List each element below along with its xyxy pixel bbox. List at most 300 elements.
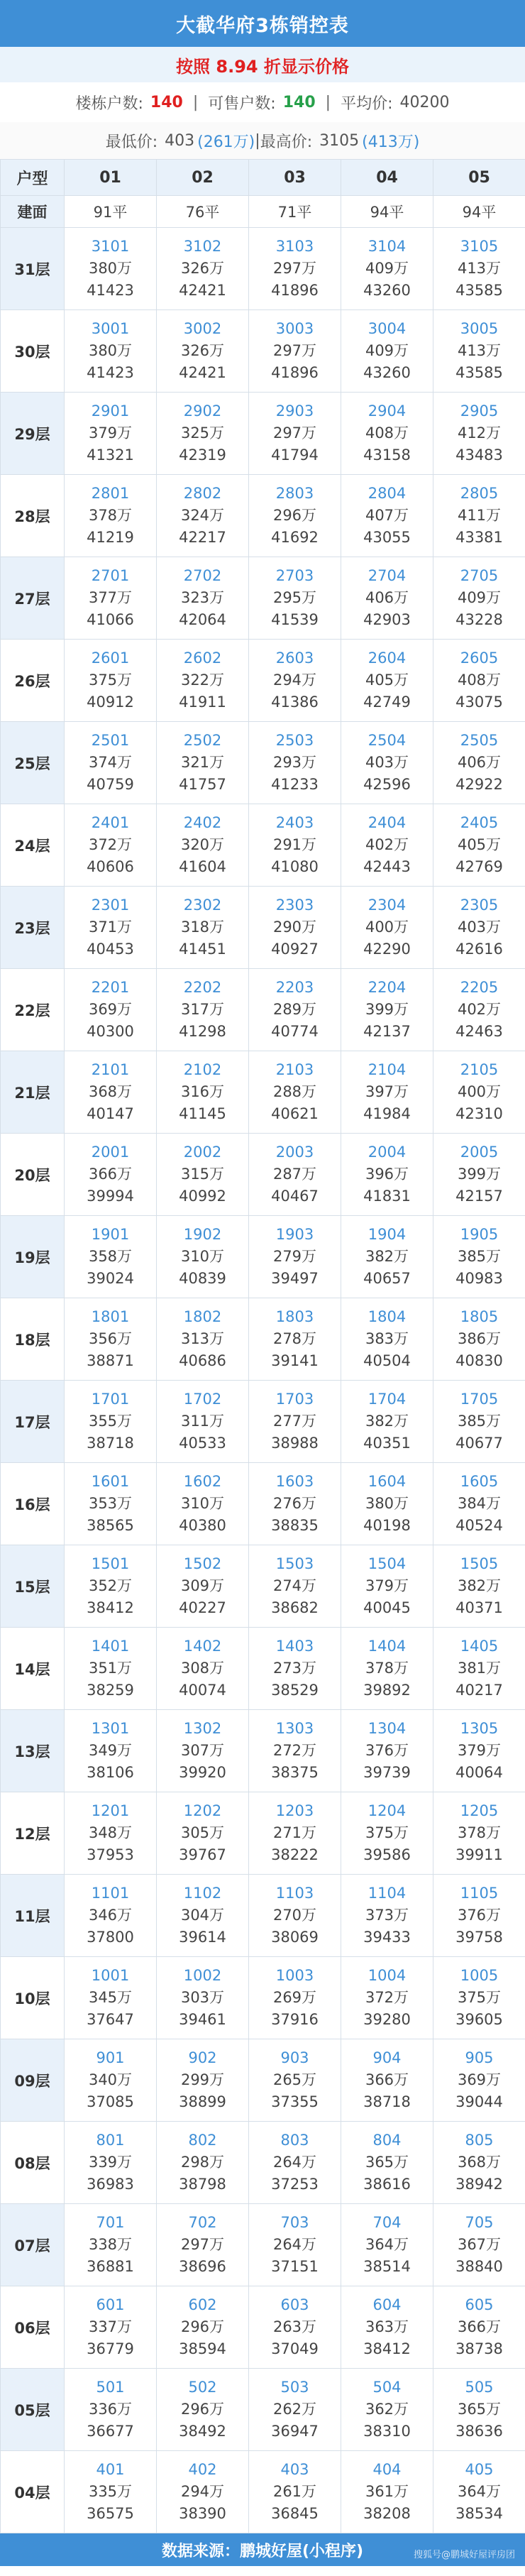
table-header-row [1, 160, 525, 196]
unit-cell[interactable] [65, 1875, 157, 1957]
unit-price-per-sqm: 42310 [455, 1105, 503, 1122]
unit-number: 401 [96, 2461, 125, 2478]
unit-total-price: 378万 [457, 1824, 502, 1841]
unit-price-per-sqm: 39497 [271, 1270, 319, 1287]
unit-cell[interactable] [433, 2039, 525, 2122]
unit-cell[interactable] [341, 2039, 433, 2122]
unit-price-per-sqm: 43075 [455, 694, 503, 711]
unit-cell[interactable] [65, 1792, 157, 1875]
unit-cell[interactable] [433, 722, 525, 804]
unit-total-price: 374万 [88, 754, 133, 771]
unit-cell[interactable] [249, 2286, 341, 2369]
unit-number: 2405 [460, 814, 499, 831]
unit-cell[interactable] [249, 2039, 341, 2122]
unit-price-per-sqm: 41145 [179, 1105, 226, 1122]
unit-price-per-sqm: 37151 [271, 2258, 319, 2275]
unit-total-price: 296万 [272, 507, 317, 524]
unit-cell[interactable] [341, 2286, 433, 2369]
unit-price-per-sqm: 42319 [179, 446, 226, 464]
floor-label: 13层 [1, 1710, 65, 1792]
unit-cell[interactable] [341, 2369, 433, 2451]
unit-total-price: 318万 [180, 919, 225, 936]
unit-number: 2904 [368, 402, 407, 420]
unit-number: 2005 [460, 1144, 499, 1161]
unit-cell[interactable] [249, 1134, 341, 1216]
unit-price-per-sqm: 39758 [455, 1929, 503, 1946]
unit-cell[interactable] [433, 2451, 525, 2533]
unit-cell[interactable] [341, 475, 433, 557]
unit-cell[interactable] [249, 2122, 341, 2204]
unit-cell[interactable] [249, 475, 341, 557]
unit-total-price: 326万 [180, 342, 225, 359]
unit-number: 2603 [275, 650, 314, 667]
unit-price-per-sqm: 40774 [271, 1023, 319, 1040]
unit-price-per-sqm: 40380 [179, 1517, 226, 1534]
unit-cell[interactable] [249, 640, 341, 722]
unit-cell[interactable] [65, 475, 157, 557]
unit-cell[interactable] [65, 2286, 157, 2369]
unit-number: 1002 [183, 1967, 222, 1984]
unit-price-per-sqm: 39767 [179, 1846, 226, 1863]
unit-number: 801 [96, 2132, 125, 2149]
unit-number: 2205 [460, 979, 499, 996]
unit-cell[interactable] [157, 2204, 249, 2286]
column-header: 05 [433, 160, 525, 196]
unit-price-per-sqm: 40217 [455, 1682, 503, 1699]
floor-row [1, 228, 525, 310]
unit-cell[interactable] [249, 1545, 341, 1628]
unit-total-price: 308万 [180, 1660, 225, 1677]
unit-cell[interactable] [249, 1792, 341, 1875]
unit-cell[interactable] [433, 1792, 525, 1875]
unit-number: 1602 [183, 1473, 222, 1490]
unit-price-per-sqm: 36947 [271, 2423, 319, 2440]
unit-number: 2503 [275, 732, 314, 749]
unit-cell[interactable] [65, 804, 157, 887]
unit-cell[interactable] [65, 1545, 157, 1628]
unit-cell[interactable] [341, 804, 433, 887]
unit-cell[interactable] [433, 2286, 525, 2369]
unit-number: 403 [280, 2461, 309, 2478]
unit-price-per-sqm: 38259 [87, 1682, 134, 1699]
floor-label: 28层 [1, 475, 65, 557]
unit-number: 402 [188, 2461, 217, 2478]
unit-cell[interactable] [433, 1051, 525, 1134]
unit-number: 2805 [460, 485, 499, 502]
unit-price-per-sqm: 41831 [363, 1188, 411, 1205]
unit-number: 2604 [368, 650, 407, 667]
unit-price-per-sqm: 38988 [271, 1435, 319, 1452]
unit-cell[interactable] [433, 887, 525, 969]
unit-cell[interactable] [157, 722, 249, 804]
unit-price-per-sqm: 42137 [363, 1023, 411, 1040]
unit-price-per-sqm: 41984 [363, 1105, 411, 1122]
unit-total-price: 313万 [180, 1330, 225, 1347]
min-price-unit: 403 [165, 131, 195, 150]
unit-number: 1105 [460, 1885, 499, 1902]
unit-cell[interactable] [249, 722, 341, 804]
unit-cell[interactable] [157, 1710, 249, 1792]
unit-number: 803 [280, 2132, 309, 2149]
header-unit-type: 户型 [1, 160, 65, 196]
unit-price-per-sqm: 40983 [455, 1270, 503, 1287]
unit-total-price: 303万 [180, 1989, 225, 2006]
unit-price-per-sqm: 40064 [455, 1764, 503, 1781]
unit-number: 2301 [91, 897, 130, 914]
floor-label: 07层 [1, 2204, 65, 2286]
unit-cell[interactable] [157, 2286, 249, 2369]
floor-label: 15层 [1, 1545, 65, 1628]
unit-total-price: 402万 [365, 836, 409, 853]
unit-cell[interactable] [65, 1216, 157, 1298]
unit-cell[interactable] [157, 475, 249, 557]
unit-cell[interactable] [433, 310, 525, 393]
floor-label: 05层 [1, 2369, 65, 2451]
unit-total-price: 378万 [365, 1660, 409, 1677]
unit-cell[interactable] [341, 1463, 433, 1545]
unit-total-price: 379万 [88, 424, 133, 442]
unit-price-per-sqm: 37085 [87, 2093, 134, 2110]
unit-cell[interactable] [341, 393, 433, 475]
unit-total-price: 368万 [457, 2154, 502, 2171]
unit-cell[interactable] [341, 2122, 433, 2204]
unit-cell[interactable] [433, 1628, 525, 1710]
unit-cell[interactable] [433, 557, 525, 640]
unit-price-per-sqm: 41692 [271, 529, 319, 546]
unit-cell[interactable] [341, 1628, 433, 1710]
unit-price-per-sqm: 41080 [271, 858, 319, 875]
unit-number: 2101 [91, 1061, 130, 1078]
unit-price-per-sqm: 38310 [363, 2423, 411, 2440]
unit-cell[interactable] [341, 2204, 433, 2286]
floor-row [1, 722, 525, 804]
floor-row [1, 2369, 525, 2451]
unit-number: 3002 [183, 320, 222, 337]
unit-price-per-sqm: 37253 [271, 2176, 319, 2193]
floor-label: 04层 [1, 2451, 65, 2533]
unit-price-per-sqm: 39024 [87, 1270, 134, 1287]
unit-cell[interactable] [65, 722, 157, 804]
unit-cell[interactable] [157, 1792, 249, 1875]
floor-label: 06层 [1, 2286, 65, 2369]
unit-price-per-sqm: 39994 [87, 1188, 134, 1205]
unit-total-price: 349万 [88, 1742, 133, 1759]
unit-cell[interactable] [157, 1957, 249, 2039]
unit-total-price: 293万 [272, 754, 317, 771]
unit-number: 3005 [460, 320, 499, 337]
unit-cell[interactable] [65, 310, 157, 393]
unit-total-price: 400万 [457, 1083, 502, 1100]
unit-cell[interactable] [157, 887, 249, 969]
unit-price-per-sqm: 38375 [271, 1764, 319, 1781]
unit-cell[interactable] [341, 1545, 433, 1628]
unit-price-per-sqm: 41451 [179, 941, 226, 958]
unit-cell[interactable] [65, 1134, 157, 1216]
unit-cell[interactable] [249, 557, 341, 640]
unit-price-per-sqm: 37800 [87, 1929, 134, 1946]
unit-cell[interactable] [341, 557, 433, 640]
unit-cell[interactable] [65, 1298, 157, 1381]
floor-row [1, 1463, 525, 1545]
unit-cell[interactable] [249, 1875, 341, 1957]
unit-price-per-sqm: 42769 [455, 858, 503, 875]
unit-total-price: 310万 [180, 1248, 225, 1265]
unit-cell[interactable] [341, 722, 433, 804]
unit-cell[interactable] [157, 393, 249, 475]
unit-cell[interactable] [65, 2204, 157, 2286]
unit-cell[interactable] [65, 393, 157, 475]
unit-cell[interactable] [249, 1463, 341, 1545]
unit-price-per-sqm: 39044 [455, 2093, 503, 2110]
unit-number: 2302 [183, 897, 222, 914]
unit-number: 2303 [275, 897, 314, 914]
unit-total-price: 376万 [365, 1742, 409, 1759]
unit-cell[interactable] [157, 1298, 249, 1381]
unit-price-per-sqm: 42064 [179, 611, 226, 628]
unit-total-price: 366万 [88, 1166, 133, 1183]
unit-cell[interactable] [341, 1216, 433, 1298]
unit-price-per-sqm: 37953 [87, 1846, 134, 1863]
unit-cell[interactable] [157, 640, 249, 722]
unit-total-price: 379万 [365, 1577, 409, 1594]
unit-total-price: 413万 [457, 342, 502, 359]
unit-cell[interactable] [65, 640, 157, 722]
unit-cell[interactable] [157, 1545, 249, 1628]
average-price-label: 平均价: [341, 94, 393, 113]
unit-number: 2401 [91, 814, 130, 831]
unit-price-per-sqm: 38106 [87, 1764, 134, 1781]
unit-cell[interactable] [157, 310, 249, 393]
unit-cell[interactable] [341, 640, 433, 722]
unit-cell[interactable] [157, 1463, 249, 1545]
unit-cell[interactable] [157, 1216, 249, 1298]
unit-cell[interactable] [341, 228, 433, 310]
unit-total-price: 320万 [180, 836, 225, 853]
unit-price-per-sqm: 38899 [179, 2093, 226, 2110]
unit-cell[interactable] [249, 804, 341, 887]
unit-price-per-sqm: 39433 [363, 1929, 411, 1946]
unit-cell[interactable] [433, 1710, 525, 1792]
unit-cell[interactable] [249, 2204, 341, 2286]
unit-price-per-sqm: 40677 [455, 1435, 503, 1452]
unit-cell[interactable] [249, 1298, 341, 1381]
unit-total-price: 407万 [365, 507, 409, 524]
unit-price-per-sqm: 40467 [271, 1188, 319, 1205]
unit-price-per-sqm: 41219 [87, 529, 134, 546]
unit-price-per-sqm: 39280 [363, 2011, 411, 2028]
unit-cell[interactable] [249, 2369, 341, 2451]
unit-price-per-sqm: 39739 [363, 1764, 411, 1781]
floor-row [1, 1381, 525, 1463]
unit-price-per-sqm: 41066 [87, 611, 134, 628]
unit-cell[interactable] [249, 969, 341, 1051]
unit-cell[interactable] [249, 2451, 341, 2533]
stats-summary [0, 82, 525, 122]
unit-cell[interactable] [157, 2369, 249, 2451]
unit-cell[interactable] [341, 1875, 433, 1957]
unit-total-price: 288万 [272, 1083, 317, 1100]
unit-number: 2103 [275, 1061, 314, 1078]
unit-number: 2601 [91, 650, 130, 667]
unit-number: 501 [96, 2379, 125, 2396]
unit-cell[interactable] [433, 393, 525, 475]
unit-price-per-sqm: 43055 [363, 529, 411, 546]
unit-price-per-sqm: 38718 [363, 2093, 411, 2110]
unit-cell[interactable] [433, 640, 525, 722]
area-value: 94平 [341, 196, 433, 228]
unit-cell[interactable] [65, 1463, 157, 1545]
unit-number: 1003 [275, 1967, 314, 1984]
unit-cell[interactable] [157, 2039, 249, 2122]
unit-cell[interactable] [341, 1710, 433, 1792]
unit-total-price: 309万 [180, 1577, 225, 1594]
unit-cell[interactable] [341, 1051, 433, 1134]
unit-cell[interactable] [249, 1381, 341, 1463]
floor-label: 16层 [1, 1463, 65, 1545]
unit-cell[interactable] [157, 228, 249, 310]
unit-cell[interactable] [433, 1134, 525, 1216]
unit-number: 2002 [183, 1144, 222, 1161]
unit-cell[interactable] [249, 887, 341, 969]
unit-number: 1905 [460, 1226, 499, 1243]
floor-row [1, 1545, 525, 1628]
unit-cell[interactable] [157, 1628, 249, 1710]
unit-cell[interactable] [433, 1216, 525, 1298]
unit-total-price: 353万 [88, 1495, 133, 1512]
unit-cell[interactable] [341, 2451, 433, 2533]
unit-number: 2104 [368, 1061, 407, 1078]
area-value: 71平 [249, 196, 341, 228]
floor-row [1, 475, 525, 557]
floor-label: 18层 [1, 1298, 65, 1381]
unit-number: 1301 [91, 1720, 130, 1737]
unit-price-per-sqm: 41321 [87, 446, 134, 464]
unit-cell[interactable] [65, 1051, 157, 1134]
unit-cell[interactable] [157, 1051, 249, 1134]
unit-number: 2901 [91, 402, 130, 420]
unit-cell[interactable] [65, 2039, 157, 2122]
unit-cell[interactable] [65, 887, 157, 969]
unit-cell[interactable] [65, 1381, 157, 1463]
unit-cell[interactable] [433, 1463, 525, 1545]
unit-total-price: 264万 [272, 2236, 317, 2253]
unit-cell[interactable] [341, 310, 433, 393]
unit-cell[interactable] [157, 2122, 249, 2204]
unit-cell[interactable] [433, 1875, 525, 1957]
unit-number: 1001 [91, 1967, 130, 1984]
unit-total-price: 386万 [457, 1330, 502, 1347]
unit-price-per-sqm: 41298 [179, 1023, 226, 1040]
unit-total-price: 325万 [180, 424, 225, 442]
unit-total-price: 277万 [272, 1413, 317, 1430]
unit-cell[interactable] [157, 804, 249, 887]
unit-cell[interactable] [249, 1051, 341, 1134]
unit-number: 3004 [368, 320, 407, 337]
unit-cell[interactable] [341, 1134, 433, 1216]
unit-cell[interactable] [65, 1710, 157, 1792]
unit-cell[interactable] [65, 1628, 157, 1710]
unit-cell[interactable] [65, 228, 157, 310]
unit-cell[interactable] [433, 2122, 525, 2204]
floor-row [1, 1134, 525, 1216]
unit-number: 1402 [183, 1638, 222, 1655]
unit-cell[interactable] [157, 2451, 249, 2533]
unit-cell[interactable] [65, 1957, 157, 2039]
unit-cell[interactable] [433, 1298, 525, 1381]
unit-total-price: 372万 [88, 836, 133, 853]
unit-number: 1901 [91, 1226, 130, 1243]
unit-cell[interactable] [249, 310, 341, 393]
unit-cell[interactable] [341, 1381, 433, 1463]
unit-cell[interactable] [433, 969, 525, 1051]
unit-cell[interactable] [433, 2369, 525, 2451]
unit-total-price: 397万 [365, 1083, 409, 1100]
unit-number: 504 [372, 2379, 402, 2396]
unit-cell[interactable] [249, 1957, 341, 2039]
unit-cell[interactable] [65, 2122, 157, 2204]
unit-cell[interactable] [249, 228, 341, 310]
unit-cell[interactable] [249, 1710, 341, 1792]
floor-row [1, 969, 525, 1051]
unit-cell[interactable] [157, 969, 249, 1051]
unit-total-price: 367万 [457, 2236, 502, 2253]
unit-price-per-sqm: 40198 [363, 1517, 411, 1534]
unit-cell[interactable] [65, 557, 157, 640]
unit-price-per-sqm: 38636 [455, 2423, 503, 2440]
unit-number: 2702 [183, 567, 222, 584]
unit-cell[interactable] [433, 1957, 525, 2039]
unit-number: 701 [96, 2214, 125, 2231]
unit-cell[interactable] [433, 1381, 525, 1463]
unit-cell[interactable] [157, 1381, 249, 1463]
unit-cell[interactable] [65, 2369, 157, 2451]
floor-label: 10层 [1, 1957, 65, 2039]
unit-number: 3104 [368, 238, 407, 255]
unit-cell[interactable] [157, 557, 249, 640]
floor-label: 12层 [1, 1792, 65, 1875]
unit-cell[interactable] [65, 969, 157, 1051]
unit-cell[interactable] [341, 969, 433, 1051]
unit-cell[interactable] [341, 887, 433, 969]
unit-number: 3103 [275, 238, 314, 255]
unit-cell[interactable] [433, 2204, 525, 2286]
unit-total-price: 298万 [180, 2154, 225, 2171]
unit-number: 802 [188, 2132, 217, 2149]
unit-cell[interactable] [249, 393, 341, 475]
unit-cell[interactable] [249, 1628, 341, 1710]
unit-cell[interactable] [433, 1545, 525, 1628]
unit-cell[interactable] [157, 1134, 249, 1216]
unit-cell[interactable] [249, 1216, 341, 1298]
unit-cell[interactable] [341, 1957, 433, 2039]
unit-cell[interactable] [341, 1792, 433, 1875]
unit-total-price: 413万 [457, 260, 502, 277]
unit-cell[interactable] [341, 1298, 433, 1381]
unit-number: 2304 [368, 897, 407, 914]
unit-number: 2902 [183, 402, 222, 420]
unit-cell[interactable] [157, 1875, 249, 1957]
unit-total-price: 322万 [180, 672, 225, 689]
unit-cell[interactable] [65, 2451, 157, 2533]
unit-total-price: 366万 [365, 2071, 409, 2088]
unit-price-per-sqm: 42443 [363, 858, 411, 875]
unit-cell[interactable] [433, 475, 525, 557]
unit-total-price: 403万 [457, 919, 502, 936]
unit-total-price: 380万 [88, 260, 133, 277]
unit-cell[interactable] [433, 804, 525, 887]
max-price-unit: 3105 [319, 131, 360, 150]
unit-cell[interactable] [433, 228, 525, 310]
